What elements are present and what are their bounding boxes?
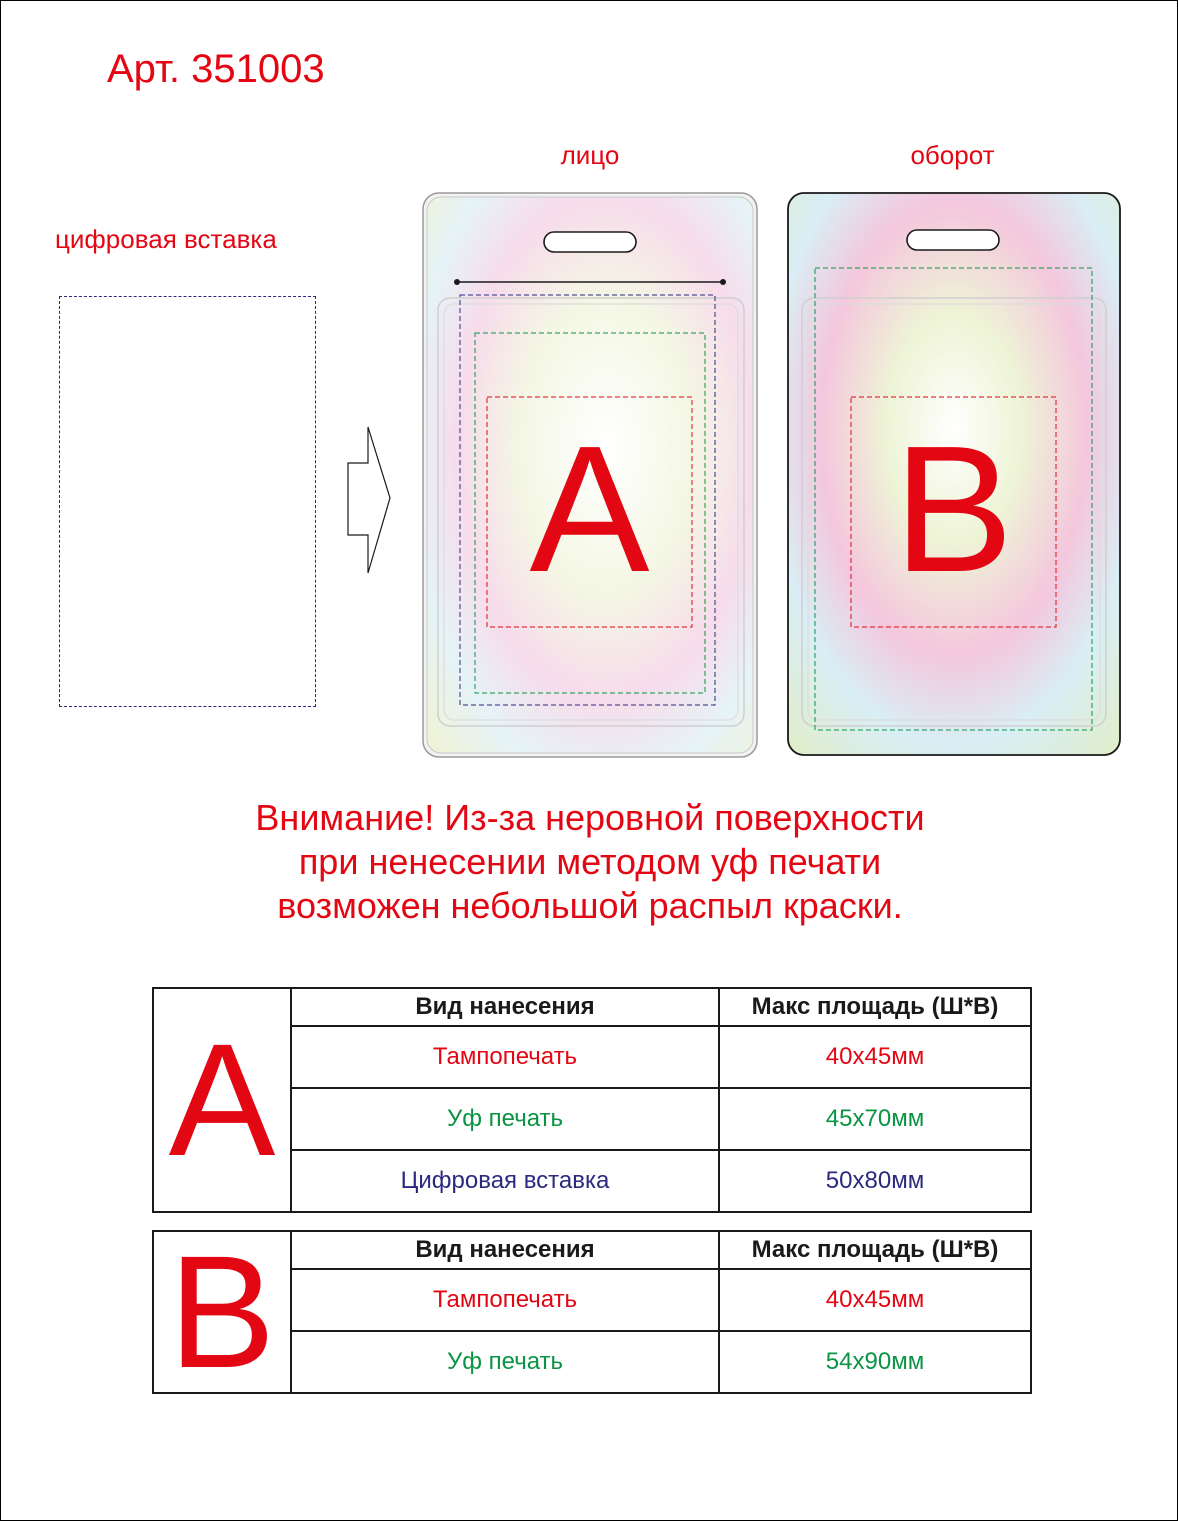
table-a-row-3-area: 50х80мм — [719, 1150, 1031, 1212]
card-back-letter: B — [893, 409, 1014, 610]
spec-table-b — [152, 1222, 1032, 1401]
warning-line-2: при ненесении методом уф печати — [298, 841, 882, 882]
label-digital-insert: цифровая вставка — [55, 224, 277, 254]
table-b-row-1-method: Тампопечать — [291, 1269, 719, 1331]
card-front-letter: A — [529, 409, 650, 610]
label-face: лицо — [560, 140, 620, 170]
table-a-row-2-area: 45х70мм — [719, 1088, 1031, 1150]
table-b-letter: B — [153, 1231, 291, 1393]
table-a-row-3-method: Цифровая вставка — [291, 1150, 719, 1212]
warning-line-1: Внимание! Из-за неровной поверхности — [255, 797, 925, 838]
warning-line-3: возможен небольшой распыл краски. — [277, 885, 903, 926]
table-a-letter: A — [153, 988, 291, 1212]
table-a-header-method: Вид нанесения — [291, 988, 719, 1026]
label-back: оборот — [910, 140, 995, 170]
table-a-row-1-method: Тампопечать — [291, 1026, 719, 1088]
table-a-header-max-area: Макс площадь (Ш*В) — [719, 988, 1031, 1026]
digital-insert-outline — [59, 296, 316, 707]
table-b-row-2-area: 54х90мм — [719, 1331, 1031, 1393]
arrow-right-icon — [345, 425, 395, 575]
article-title: Арт. 351003 — [107, 47, 325, 91]
table-b-row-2-method: Уф печать — [291, 1331, 719, 1393]
table-b-header-max-area: Макс площадь (Ш*В) — [719, 1231, 1031, 1269]
table-a-row-1-area: 40х45мм — [719, 1026, 1031, 1088]
spec-table-a — [152, 987, 1032, 1213]
table-a-row-2-method: Уф печать — [291, 1088, 719, 1150]
warning-text — [120, 796, 1060, 928]
table-b-header-method: Вид нанесения — [291, 1231, 719, 1269]
table-b-row-1-area: 40х45мм — [719, 1269, 1031, 1331]
